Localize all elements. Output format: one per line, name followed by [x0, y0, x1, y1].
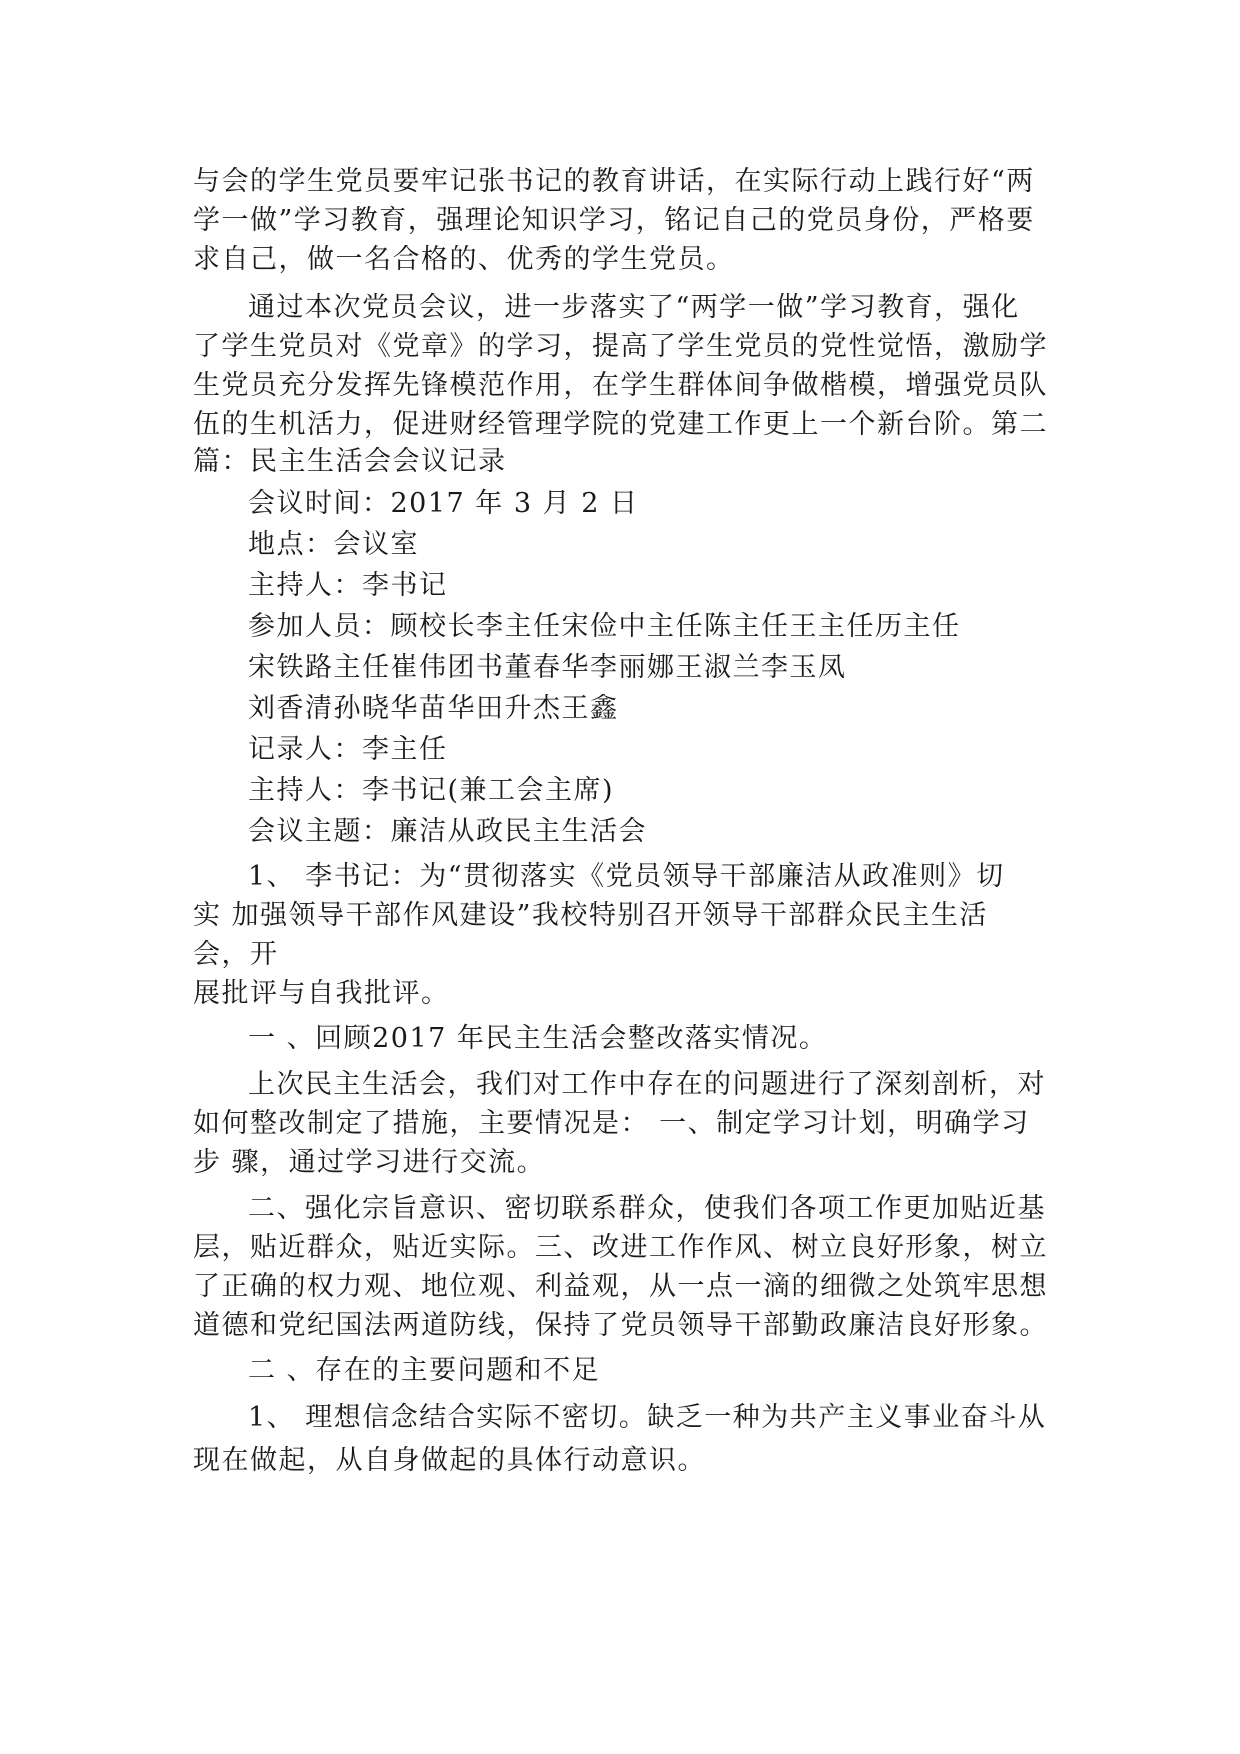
- section-title: 篇：民主生活会会议记录: [193, 446, 507, 477]
- text-line: 层，贴近群众，贴近实际。三、改进工作作风、树立良好形象，树立: [193, 1232, 1048, 1263]
- text-line: 生党员充分发挥先锋模范作用，在学生群体间争做楷模，增强党员队: [193, 370, 1048, 401]
- section-heading: 二 、存在的主要问题和不足: [248, 1355, 601, 1386]
- text-line: 道德和党纪国法两道防线，保持了党员领导干部勤政廉洁良好形象。: [193, 1310, 1048, 1341]
- meeting-recorder: 记录人：李主任: [248, 734, 448, 765]
- text-line: 步 骤，通过学习进行交流。: [193, 1147, 546, 1178]
- meeting-topic: 会议主题：廉洁从政民主生活会: [248, 816, 647, 847]
- text-line: 二、强化宗旨意识、密切联系群众，使我们各项工作更加贴近基: [248, 1193, 1046, 1224]
- text-line: 求自己，做一名合格的、优秀的学生党员。: [193, 244, 735, 275]
- text-line: 与会的学生党员要牢记张书记的教育讲话，在实际行动上践行好“两: [193, 166, 1035, 197]
- text-line: 如何整改制定了措施，主要情况是： 一、制定学习计划，明确学习: [193, 1108, 1030, 1139]
- text-line: 学一做”学习教育，强理论知识学习，铭记自己的党员身份，严格要: [193, 205, 1035, 236]
- text-line: 展批评与自我批评。: [193, 978, 450, 1009]
- text-line: 1、 李书记：为“贯彻落实《党员领导干部廉洁从政准则》切: [248, 861, 1005, 892]
- meeting-host: 主持人：李书记: [248, 570, 448, 601]
- text-line: 实 加强领导干部作风建设”我校特别召开领导干部群众民主生活: [193, 900, 988, 931]
- meeting-attendees: 参加人员：顾校长李主任宋俭中主任陈主任王主任历主任: [248, 611, 961, 642]
- section-heading: 一 、回顾2017 年民主生活会整改落实情况。: [248, 1023, 828, 1054]
- meeting-location: 地点：会议室: [248, 529, 419, 560]
- meeting-host: 主持人：李书记(兼工会主席): [248, 775, 615, 806]
- text-line: 通过本次党员会议，进一步落实了“两学一做”学习教育，强化: [248, 292, 1020, 323]
- text-line: 现在做起，从自身做起的具体行动意识。: [193, 1445, 706, 1476]
- text-line: 了学生党员对《党章》的学习，提高了学生党员的党性觉悟，激励学: [193, 331, 1048, 362]
- text-line: 上次民主生活会，我们对工作中存在的问题进行了深刻剖析，对: [248, 1069, 1046, 1100]
- text-line: 了正确的权力观、地位观、利益观，从一点一滴的细微之处筑牢思想: [193, 1271, 1048, 1302]
- text-line: 会，开: [193, 939, 279, 970]
- text-line: 1、 理想信念结合实际不密切。缺乏一种为共产主义事业奋斗从: [248, 1402, 1047, 1433]
- text-line: 伍的生机活力，促进财经管理学院的党建工作更上一个新台阶。第二: [193, 409, 1048, 440]
- meeting-time: 会议时间：2017 年 3 月 2 日: [248, 488, 639, 519]
- meeting-attendees: 宋铁路主任崔伟团书董春华李丽娜王淑兰李玉凤: [248, 652, 847, 683]
- meeting-attendees: 刘香清孙晓华苗华田升杰王鑫: [248, 693, 619, 724]
